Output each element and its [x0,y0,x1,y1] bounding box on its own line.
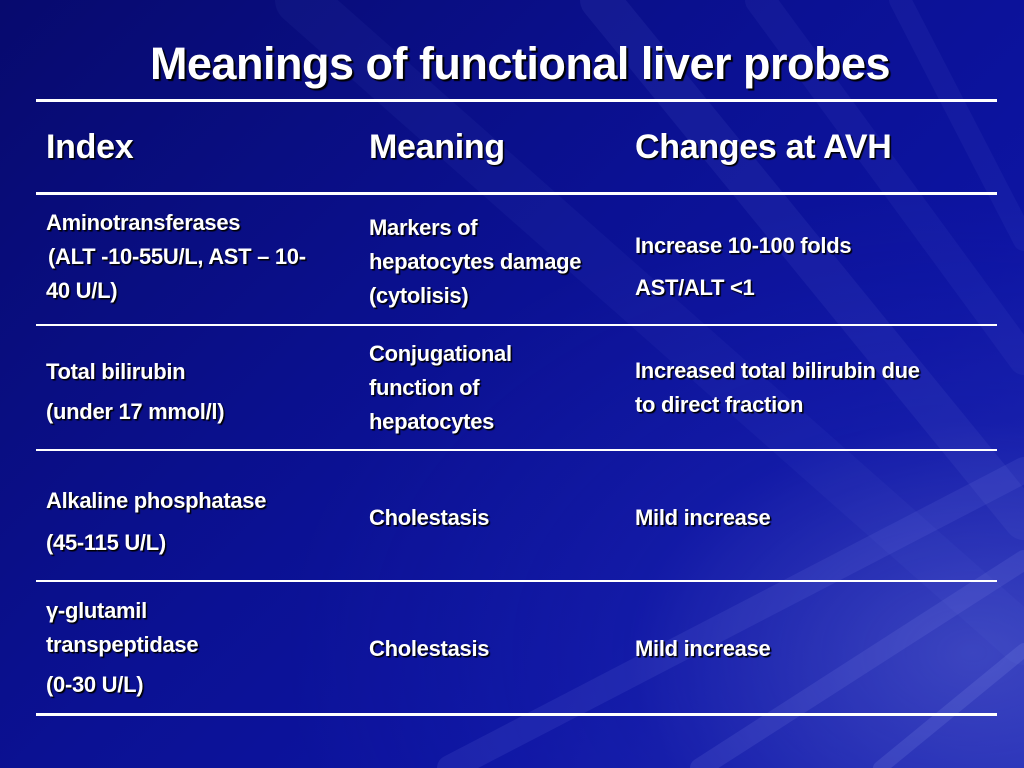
row-3-meaning-cell [369,501,489,535]
row-2-meaning-line-2: function of [369,375,480,400]
row-1-changes-cell [635,225,851,309]
row-4-changes-cell [635,632,771,666]
table-top-rule [36,99,997,102]
header-meaning: Meaning [369,128,505,166]
row-2-changes-line-2: to direct fraction [635,392,804,417]
row-4-meaning-line-1: Cholestasis [369,636,490,661]
row-1-index-line-2: (ALT -10-55U/L, AST – 10- [48,244,306,269]
row-2-index-line-1: Total bilirubin [46,359,186,384]
row-1-divider [36,324,997,326]
row-2-meaning-line-1: Conjugational [369,341,512,366]
row-4-index-line-3: (0-30 U/L) [46,672,144,697]
row-2-index-line-2: (under 17 mmol/l) [46,399,225,424]
row-3-changes-line-1: Mild increase [635,505,771,530]
row-2-changes-line-1: Increased total bilirubin due [635,358,920,383]
header-changes: Changes at AVH [635,128,892,166]
row-2-divider [36,449,997,451]
row-1-changes-line-1: Increase 10-100 folds [635,233,852,258]
row-3-meaning-line-1: Cholestasis [369,505,490,530]
row-3-changes-cell [635,501,771,535]
row-3-divider [36,580,997,582]
row-3-index-line-1: Alkaline phosphatase [46,488,267,513]
row-4-changes-line-1: Mild increase [635,636,771,661]
row-1-index-line-3: 40 U/L) [46,278,118,303]
row-4-index-line-1: γ-glutamil [46,598,147,623]
row-2-index-cell [46,352,224,432]
header-divider [36,192,997,195]
row-1-meaning-line-1: Markers of [369,215,478,240]
slide-title: Meanings of functional liver probes [149,38,891,89]
row-2-changes-cell [635,354,920,422]
row-4-index-cell [46,594,198,702]
row-3-index-line-2: (45-115 U/L) [46,530,166,555]
row-1-meaning-line-2: hepatocytes damage [369,249,582,274]
row-1-meaning-cell [369,211,581,313]
row-1-changes-line-2: AST/ALT <1 [635,275,755,300]
row-3-index-cell [46,480,266,564]
row-4-meaning-cell [369,632,489,666]
header-index: Index [46,128,134,166]
table-bottom-rule [36,713,997,716]
row-2-meaning-line-3: hepatocytes [369,409,495,434]
row-2-meaning-cell [369,337,512,439]
row-1-meaning-line-3: (cytolisis) [369,283,469,308]
row-1-index-line-1: Aminotransferases [46,210,241,235]
row-1-index-cell [46,206,306,308]
row-4-index-line-2: transpeptidase [46,632,199,657]
